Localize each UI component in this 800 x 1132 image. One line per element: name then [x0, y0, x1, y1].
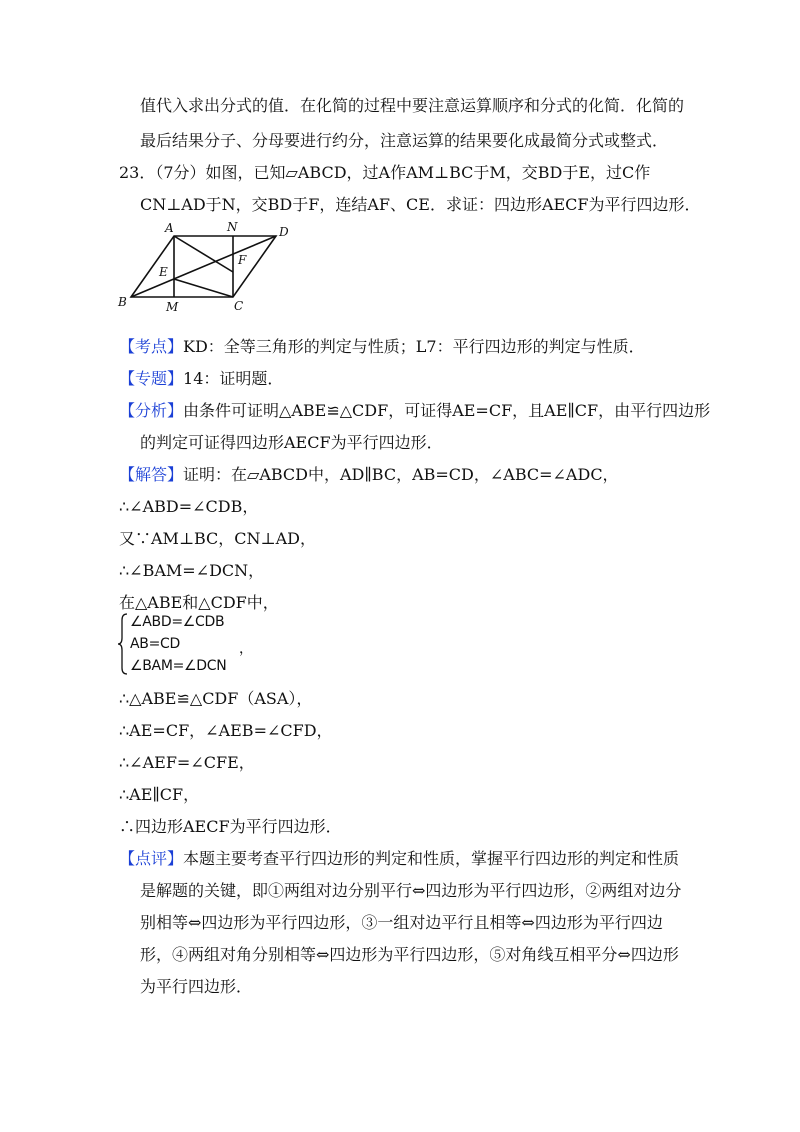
jieda-after-2: ∴AE=CF，∠AEB=∠CFD， — [119, 721, 333, 740]
label-D: D — [279, 225, 289, 239]
jieda-section — [119, 465, 619, 485]
jieda-after-1: ∴△ABE≌△CDF（ASA）， — [119, 689, 313, 708]
jieda-first-line: 证明：在▱ABCD中，AD∥BC，AB=CD，∠ABC=∠ADC， — [183, 465, 619, 484]
jieda-after-4: ∴AE∥CF， — [119, 785, 200, 804]
fenxi-line-1: 由条件可证明△ABE≌△CDF，可证得AE=CF，且AE∥CF，由平行四边形 — [183, 401, 711, 420]
fenxi-tag: 【分析】 — [119, 401, 184, 420]
dianping-tag: 【点评】 — [119, 849, 184, 868]
system-row-3: ∠BAM=∠DCN — [130, 658, 227, 674]
dianping-line-1: 本题主要考查平行四边形的判定和性质，掌握平行四边形的判定和性质 — [183, 849, 680, 868]
intro-line-2: 最后结果分子、分母要进行约分，注意运算的结果要化成最简分式或整式． — [140, 131, 669, 150]
kaodian-text: KD：全等三角形的判定与性质；L7：平行四边形的判定与性质． — [183, 337, 645, 356]
jieda-step-2: 又∵AM⊥BC，CN⊥AD， — [119, 529, 316, 548]
kaodian-tag: 【考点】 — [119, 337, 184, 356]
dianping-line-5: 为平行四边形． — [140, 977, 253, 996]
system-comma: ， — [239, 641, 253, 657]
label-M: M — [166, 300, 179, 314]
jieda-after-3: ∴∠AEF=∠CFE， — [119, 753, 255, 772]
jieda-step-3: ∴∠BAM=∠DCN， — [119, 561, 265, 580]
jieda-step-4: 在△ABE和△CDF中， — [119, 593, 279, 612]
dianping-section — [119, 849, 679, 869]
intro-line-1: 值代入求出分式的值．在化简的过程中要注意运算顺序和分式的化简．化简的 — [140, 96, 685, 115]
kaodian-section — [119, 337, 645, 357]
equation-system — [117, 612, 257, 676]
label-A: A — [165, 221, 174, 235]
problem-line-2: CN⊥AD于N，交BD于F，连结AF、CE．求证：四边形AECF为平行四边形． — [140, 195, 701, 214]
zhuanti-tag: 【专题】 — [119, 369, 184, 388]
label-N: N — [227, 220, 238, 234]
system-row-2: AB=CD — [130, 636, 180, 652]
label-F: F — [238, 253, 247, 267]
jieda-after-5: ∴四边形AECF为平行四边形． — [119, 817, 342, 836]
dianping-line-2: 是解题的关键，即①两组对边分别平行⇔四边形为平行四边形，②两组对边分 — [140, 881, 682, 900]
left-brace-icon — [117, 612, 129, 676]
zhuanti-section — [119, 369, 283, 389]
jieda-tag: 【解答】 — [119, 465, 184, 484]
dianping-line-4: 形，④两组对角分别相等⇔四边形为平行四边形，⑤对角线互相平分⇔四边形 — [140, 945, 679, 964]
label-C: C — [234, 299, 244, 313]
fenxi-section — [119, 401, 710, 421]
fenxi-line-2: 的判定可证得四边形AECF为平行四边形． — [140, 433, 443, 452]
jieda-step-1: ∴∠ABD=∠CDB， — [119, 497, 259, 516]
system-row-1: ∠ABD=∠CDB — [130, 614, 225, 630]
dianping-line-3: 别相等⇔四边形为平行四边形，③一组对边平行且相等⇔四边形为平行四边 — [140, 913, 663, 932]
label-B: B — [118, 295, 127, 309]
problem-line-1: 23．（7分）如图，已知▱ABCD，过A作AM⊥BC于M，交BD于E，过C作 — [119, 163, 651, 182]
zhuanti-text: 14：证明题． — [183, 369, 284, 388]
label-E: E — [159, 265, 168, 279]
